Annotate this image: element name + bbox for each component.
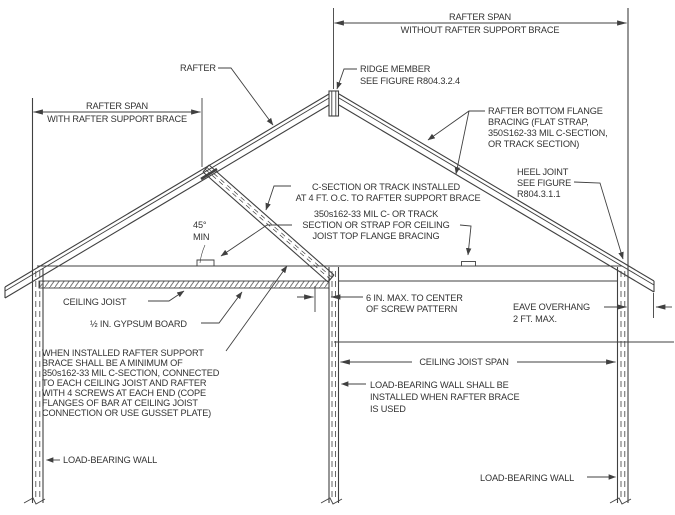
gypsum-board-hatch [39,281,329,288]
callout-bottom-flange-3: 350S162-33 MIL C-SECTION, [488,128,608,138]
callout-ridge-member-2: SEE FIGURE R804.3.2.4 [360,76,460,86]
callout-heel-joint-3: R804.3.1.1 [517,189,561,199]
leader-ridge-member [337,69,357,89]
note-load-bearing-2: INSTALLED WHEN RAFTER BRACE [370,392,520,402]
callout-angle-2: MIN [193,232,210,242]
note-load-bearing-3: IS USED [370,404,406,414]
leader-gypsum-board [201,292,242,323]
note-brace-1: WHEN INSTALLED RAFTER SUPPORT [42,348,204,358]
leader-ceiling-joist [148,291,184,301]
dim-eave-overhang [604,293,672,318]
callout-top-flange-bracing-1: 350s162-33 MIL C- OR TRACK [313,209,439,219]
flange-bracing-strap [462,262,476,267]
left-rafter [5,94,329,298]
angle-indicator [197,260,214,266]
note-load-bearing-1: LOAD-BEARING WALL SHALL BE [370,380,509,390]
dim-label-ceiling-joist-span: CEILING JOIST SPAN [419,357,509,367]
callout-top-flange-bracing-3: JOIST TOP FLANGE BRACING [312,231,440,241]
wall-break-symbol [24,498,45,504]
note-brace-5: WITH 4 SCREWS AT EACH END (COPE [42,388,206,398]
center-load-bearing-wall [321,267,342,504]
callout-load-bearing-wall-left: LOAD-BEARING WALL [63,455,158,465]
ridge-member [329,91,339,116]
dim-label-eave-overhang-2: 2 FT. MAX. [513,314,557,324]
callout-angle-1: 45° [193,220,207,230]
note-brace-4: TO EACH CEILING JOIST AND RAFTER [42,378,207,388]
note-brace-2: BRACE SHALL BE A MINIMUM OF [42,358,183,368]
callout-rafter: RAFTER [180,63,216,73]
left-load-bearing-wall [24,98,45,504]
right-load-bearing-wall [610,8,631,504]
leader-bottom-flange-2 [456,111,469,174]
callout-heel-joint-1: HEEL JOINT [517,167,569,177]
callout-heel-joint-2: SEE FIGURE [517,178,572,188]
dim-label-rafter-span-without-2: WITHOUT RAFTER SUPPORT BRACE [400,25,560,35]
note-brace-7: CONNECTION OR USE GUSSET PLATE) [42,408,212,418]
callout-gypsum-board: ½ IN. GYPSUM BOARD [90,319,187,329]
leader-brace-note [226,266,287,351]
leader-rafter [218,68,273,125]
callout-c-section-1: C-SECTION OR TRACK INSTALLED [311,182,461,192]
dim-label-screw-pattern-2: OF SCREW PATTERN [366,304,458,314]
dim-label-rafter-span-with-2: WITH RAFTER SUPPORT BRACE [47,114,187,124]
callout-bottom-flange-2: BRACING (FLAT STRAP, [488,117,589,127]
dim-label-rafter-span-without-1: RAFTER SPAN [449,12,511,22]
callout-top-flange-bracing-2: SECTION OR STRAP FOR CEILING [302,220,450,230]
note-brace-6: FLANGES OF BAR AT CEILING JOIST [42,398,198,408]
leader-top-flange-bracing-right [460,225,471,255]
dim-label-screw-pattern-1: 6 IN. MAX. TO CENTER [366,293,463,303]
leader-bottom-flange-1 [428,111,485,140]
note-brace-3: 350s162-33 MIL C-SECTION, CONNECTED [42,368,220,378]
dim-label-rafter-span-with-1: RAFTER SPAN [86,101,148,111]
dim-label-eave-overhang-1: EAVE OVERHANG [513,302,591,312]
callout-load-bearing-wall-right: LOAD-BEARING WALL [480,473,575,483]
leader-c-section [266,186,291,210]
callout-ridge-member-1: RIDGE MEMBER [360,64,431,74]
callout-bottom-flange-1: RAFTER BOTTOM FLANGE [488,106,603,116]
callout-bottom-flange-4: OR TRACK SECTION) [488,139,580,149]
callout-c-section-2: AT 4 FT. O.C. TO RAFTER SUPPORT BRACE [295,193,481,203]
dim-screw-pattern [297,286,363,312]
callout-ceiling-joist: CEILING JOIST [63,297,127,307]
labels [42,12,607,483]
